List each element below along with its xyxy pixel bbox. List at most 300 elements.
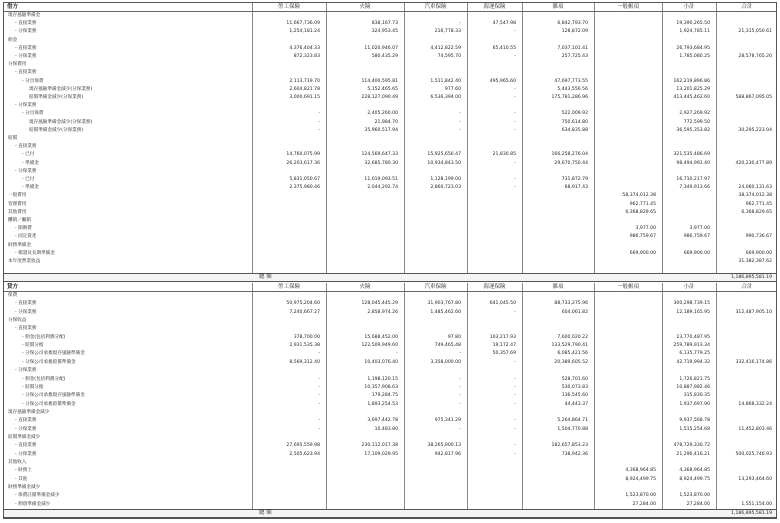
side-header: 借方 bbox=[7, 4, 19, 10]
cell-value: 2,505,623.94 bbox=[289, 451, 320, 457]
table-row bbox=[4, 210, 776, 215]
cell-value: 10,357,908.63 bbox=[364, 384, 398, 390]
cell-value: 179,284.75 bbox=[371, 393, 398, 399]
cell-value: 28,578,765.20 bbox=[738, 54, 772, 59]
cell-value: 74,595.70 bbox=[437, 54, 461, 59]
cell-value: 27,284.00 bbox=[686, 501, 710, 507]
row-label: - 佣金(包括利潤分配) bbox=[22, 376, 66, 382]
row-label: - 財務上 bbox=[15, 468, 32, 474]
total-value: 1,186,895,581.19 bbox=[731, 511, 772, 516]
row-label: - 分保公司承擔現存風險準備金 bbox=[22, 351, 85, 357]
table-row bbox=[4, 120, 776, 125]
cell-value: 11,019,093.51 bbox=[364, 177, 398, 182]
cell-value: 315,830.35 bbox=[683, 393, 710, 399]
cell-value: 29,670,750.44 bbox=[554, 160, 588, 166]
table-row bbox=[4, 368, 776, 373]
cell-value: 6,536,394.00 bbox=[430, 95, 461, 100]
cell-value: 4,368,964.85 bbox=[625, 468, 656, 474]
row-label: - 分保業務 bbox=[15, 103, 37, 109]
cell-value: 38,374,012.38 bbox=[738, 193, 772, 199]
cell-value: 1,515,254.68 bbox=[679, 426, 710, 432]
row-label: 管理費用 bbox=[8, 201, 27, 207]
cell-value: - bbox=[514, 119, 516, 125]
cell-value: 10,483.80 bbox=[374, 426, 398, 432]
row-label: - 固定資產 bbox=[15, 234, 37, 240]
cell-value: 312,487,905.10 bbox=[735, 309, 772, 315]
cell-value: - bbox=[459, 401, 461, 407]
table-row bbox=[4, 193, 776, 198]
table-row bbox=[4, 70, 776, 75]
row-label: - 直接業務 bbox=[15, 70, 37, 76]
row-label: 分保收益 bbox=[8, 318, 27, 324]
column-header: 火險 bbox=[359, 4, 371, 10]
row-label: - 直接業務 bbox=[15, 443, 37, 449]
total-row bbox=[4, 509, 776, 518]
row-label: - 其他 bbox=[15, 476, 28, 482]
cell-value: 6,135,779.25 bbox=[679, 351, 710, 357]
cell-value: 478,729,330.72 bbox=[673, 443, 710, 449]
cell-value: 738,942.36 bbox=[561, 451, 588, 457]
cell-value: - bbox=[514, 376, 516, 382]
cell-value: 36,595,353.82 bbox=[676, 127, 710, 133]
cell-value: 604,061.82 bbox=[561, 309, 588, 315]
cell-value: 3,358,000.00 bbox=[430, 359, 461, 365]
table-row bbox=[4, 435, 776, 440]
cell-value: 588,867,095.05 bbox=[735, 95, 772, 100]
cell-value: 3,697,442.78 bbox=[367, 418, 398, 424]
total-value: 1,186,895,581.19 bbox=[731, 275, 772, 280]
table-row bbox=[4, 152, 776, 157]
table-row bbox=[4, 62, 776, 67]
cell-value: 1,511,842.40 bbox=[430, 78, 461, 84]
cell-value: 12,189,165.95 bbox=[676, 309, 710, 315]
table-row bbox=[4, 385, 776, 390]
cell-value: - bbox=[514, 426, 516, 432]
cell-value: 58,374,012.38 bbox=[622, 193, 656, 199]
cell-value: 27,284.00 bbox=[632, 501, 656, 507]
row-label: 賠償準備金減少 bbox=[8, 434, 41, 440]
cell-value: - bbox=[318, 401, 320, 407]
row-label: - 分保業務 bbox=[15, 426, 37, 432]
cell-value: 30,295,223.04 bbox=[738, 127, 772, 133]
column-header: 一般帳項 bbox=[616, 284, 639, 290]
cell-value: 2,405,260.00 bbox=[367, 111, 398, 117]
cell-value: 14,868,332.24 bbox=[738, 401, 772, 407]
cell-value: - bbox=[514, 177, 516, 182]
cell-value: 38,265,900.13 bbox=[427, 443, 461, 449]
cell-value: - bbox=[318, 384, 320, 390]
row-label: 賠償 bbox=[8, 136, 18, 141]
row-label: 其他費用 bbox=[8, 209, 27, 215]
table-row bbox=[4, 351, 776, 356]
cell-value: - bbox=[459, 376, 461, 382]
row-label: - 分保業務 bbox=[15, 368, 37, 374]
table-row bbox=[4, 54, 776, 59]
table-row bbox=[4, 493, 776, 498]
cell-value: 942,817.96 bbox=[434, 451, 461, 457]
cell-value: 634,835.88 bbox=[561, 127, 588, 133]
cell-value: - bbox=[459, 111, 461, 117]
cell-value: 2,375,980.46 bbox=[289, 185, 320, 191]
cell-value: 259,789,913.34 bbox=[673, 343, 710, 349]
cell-value: 15,688,452.00 bbox=[364, 334, 398, 340]
cell-value: 17,109,029.95 bbox=[364, 451, 398, 457]
cell-value: 962,771.45 bbox=[745, 201, 772, 207]
credit-section bbox=[4, 283, 776, 519]
table-row bbox=[4, 326, 776, 331]
cell-value: - bbox=[318, 111, 320, 117]
table-row bbox=[4, 13, 776, 18]
row-label: - 直接業務 bbox=[15, 301, 37, 307]
row-label: - 保費註銷準備金減少 bbox=[15, 493, 60, 499]
column-header: 雜項 bbox=[552, 4, 564, 10]
cell-value: 31,903,767.80 bbox=[427, 301, 461, 307]
table-row bbox=[4, 335, 776, 340]
cell-value: 21,984.70 bbox=[374, 119, 398, 125]
row-label: 一般費用 bbox=[8, 193, 27, 199]
row-label: 佣金 bbox=[8, 37, 18, 43]
financial-sheet bbox=[3, 2, 777, 519]
column-header: 汽車保險 bbox=[424, 4, 447, 10]
row-label: - 已付 bbox=[22, 152, 35, 158]
table-row bbox=[4, 95, 776, 100]
cell-value: 1,785,080.25 bbox=[679, 54, 710, 59]
cell-value: 11,667,736.09 bbox=[286, 21, 320, 27]
cell-value: 669,900.00 bbox=[683, 250, 710, 256]
table-row bbox=[4, 377, 776, 382]
table-row bbox=[4, 468, 776, 473]
row-label: - 準備金 bbox=[22, 160, 39, 166]
cell-value: - bbox=[514, 54, 516, 59]
row-label: - 直接業務 bbox=[15, 418, 37, 424]
cell-value: - bbox=[459, 127, 461, 133]
cell-value: 228,127,090.49 bbox=[361, 95, 398, 100]
table-row bbox=[4, 259, 776, 264]
cell-value: 32,685,780.30 bbox=[364, 160, 398, 166]
row-label: - 直接業務 bbox=[15, 326, 37, 332]
cell-value: 14,760,075.99 bbox=[286, 152, 320, 158]
row-label: - 賠償分擔 bbox=[22, 343, 44, 349]
cell-value: 1,504,770.88 bbox=[557, 426, 588, 432]
table-row bbox=[4, 393, 776, 398]
cell-value: 731,872.79 bbox=[561, 177, 588, 182]
row-label: 現存風險準備金減少(分保業務) bbox=[29, 119, 93, 125]
cell-value: - bbox=[514, 451, 516, 457]
cell-value: 413,445,462.60 bbox=[673, 95, 710, 100]
row-label: 賠償準備金減少(分保業務) bbox=[29, 127, 84, 133]
cell-value: 13,293,464.60 bbox=[738, 476, 772, 482]
row-label: - 分出保費 bbox=[22, 111, 44, 117]
cell-value: 230,112,017.38 bbox=[361, 443, 398, 449]
row-label: 現存風險準備金減少(分保業務) bbox=[29, 86, 93, 92]
cell-value: - bbox=[318, 119, 320, 125]
cell-value: - bbox=[459, 426, 461, 432]
cell-value: 98,494,991.40 bbox=[676, 160, 710, 166]
row-label: 賠償準備金減少(分保業務) bbox=[29, 95, 84, 100]
cell-value: 182,657,853.23 bbox=[551, 443, 588, 449]
table-row bbox=[4, 418, 776, 423]
column-header: 勞工保險 bbox=[277, 4, 300, 10]
cell-value: 378,700.00 bbox=[293, 334, 320, 340]
cell-value: 838,167.73 bbox=[371, 21, 398, 27]
cell-value: - bbox=[514, 86, 516, 92]
cell-value: 24,060,131.63 bbox=[738, 185, 772, 191]
cell-value: - bbox=[514, 309, 516, 315]
row-label: - 佣金(包括利潤分配) bbox=[22, 334, 66, 340]
cell-value: - bbox=[514, 418, 516, 424]
cell-value: 975,341.29 bbox=[434, 418, 461, 424]
cell-value: 13,201,825.29 bbox=[676, 86, 710, 92]
cell-value: 128,045,445.29 bbox=[361, 301, 398, 307]
cell-value: - bbox=[318, 393, 320, 399]
table-row bbox=[4, 502, 776, 507]
cell-value: 47,697,773.55 bbox=[554, 78, 588, 84]
cell-value: 2,044,292.74 bbox=[367, 185, 398, 191]
cell-value: 162,219,896.86 bbox=[673, 78, 710, 84]
cell-value: 7,349,913.66 bbox=[679, 185, 710, 191]
cell-value: 500,025,746.93 bbox=[735, 451, 772, 457]
cell-value: 528,701.60 bbox=[561, 376, 588, 382]
row-label: - 分保公司承擔賠償準備金 bbox=[22, 401, 76, 407]
table-row bbox=[4, 402, 776, 407]
cell-value: - bbox=[396, 351, 398, 357]
cell-value: 1,523,870.00 bbox=[679, 493, 710, 499]
row-label: 財務準備金減少 bbox=[8, 485, 41, 491]
table-row bbox=[4, 136, 776, 141]
total-label: 總 額 bbox=[259, 510, 272, 516]
row-label: 現存風險準備金減少 bbox=[8, 409, 50, 415]
cell-value: 990,736.67 bbox=[745, 234, 772, 240]
cell-value: - bbox=[514, 29, 516, 35]
cell-value: 300,298,739.15 bbox=[673, 301, 710, 307]
column-header: 小計 bbox=[683, 284, 695, 290]
cell-value: 1,893,254.53 bbox=[367, 401, 398, 407]
cell-value: - bbox=[514, 443, 516, 449]
cell-value: 15,925,656.47 bbox=[427, 152, 461, 158]
row-label: - 分保業務 bbox=[15, 451, 37, 457]
cell-value: 19,172.47 bbox=[492, 343, 516, 349]
cell-value: - bbox=[514, 185, 516, 191]
cell-value: 2,931,535.38 bbox=[289, 343, 320, 349]
header-row bbox=[4, 3, 776, 12]
cell-value: 6,368,829.65 bbox=[625, 209, 656, 215]
row-label: - 開辦費 bbox=[15, 226, 32, 232]
total-label: 總 額 bbox=[259, 274, 272, 280]
table-row bbox=[4, 293, 776, 298]
cell-value: 3,977.00 bbox=[635, 226, 656, 232]
cell-value: 44,443.37 bbox=[564, 401, 588, 407]
row-label: - 價證及長期準備金 bbox=[15, 250, 55, 256]
cell-value: 42,719,994.32 bbox=[676, 359, 710, 365]
table-row bbox=[4, 38, 776, 43]
cell-value: 4,368,964.85 bbox=[679, 468, 710, 474]
column-header: 小計 bbox=[683, 4, 695, 10]
row-label: - 分保業務 bbox=[15, 54, 37, 59]
cell-value: 166,258,276.04 bbox=[551, 152, 588, 158]
cell-value: 1,924,785.11 bbox=[679, 29, 710, 35]
cell-value: 962,771.45 bbox=[629, 201, 656, 207]
cell-value: 495,965.60 bbox=[489, 78, 516, 84]
cell-value: 4,412,822.59 bbox=[430, 45, 461, 51]
cell-value: 977.60 bbox=[444, 86, 461, 92]
cell-value: 7,240,667.27 bbox=[289, 309, 320, 315]
cell-value: 641,045.50 bbox=[489, 301, 516, 307]
cell-value: 1,198,120.15 bbox=[367, 376, 398, 382]
cell-value: 31,382,387.62 bbox=[738, 259, 772, 264]
column-header: 雜項 bbox=[552, 284, 564, 290]
cell-value: - bbox=[514, 160, 516, 166]
cell-value: 133,529,790.41 bbox=[551, 343, 588, 349]
table-row bbox=[4, 185, 776, 190]
cell-value: 21,296,416.21 bbox=[676, 451, 710, 457]
cell-value: 1,128,199.00 bbox=[430, 177, 461, 182]
table-row bbox=[4, 177, 776, 182]
table-row bbox=[4, 443, 776, 448]
column-header: 火險 bbox=[359, 284, 371, 290]
cell-value: 9,937,568.78 bbox=[679, 418, 710, 424]
row-label: - 直接業務 bbox=[15, 144, 37, 150]
table-row bbox=[4, 226, 776, 231]
cell-value: 122,509,949.60 bbox=[361, 343, 398, 349]
cell-value: 136,545.60 bbox=[561, 393, 588, 399]
cell-value: 257,725.43 bbox=[561, 54, 588, 59]
table-row bbox=[4, 128, 776, 133]
cell-value: 522,009.92 bbox=[561, 111, 588, 117]
header-row bbox=[4, 283, 776, 292]
table-row bbox=[4, 21, 776, 26]
row-label: 其他收入 bbox=[8, 460, 27, 465]
cell-value: 1,254,181.24 bbox=[289, 29, 320, 35]
cell-value: 19,390,265.50 bbox=[676, 21, 710, 27]
table-row bbox=[4, 218, 776, 223]
row-label: 財務準備金 bbox=[8, 242, 31, 248]
cell-value: 5,831,050.67 bbox=[289, 177, 320, 182]
cell-value: - bbox=[318, 127, 320, 133]
column-header: 勞工保險 bbox=[277, 284, 300, 290]
cell-value: 26,793,684.95 bbox=[676, 45, 710, 51]
table-row bbox=[4, 360, 776, 365]
cell-value: - bbox=[459, 119, 461, 125]
table-row bbox=[4, 485, 776, 490]
table-row bbox=[4, 452, 776, 457]
cell-value: 10,887,982.46 bbox=[676, 384, 710, 390]
cell-value: 114,400,595.81 bbox=[361, 78, 398, 84]
cell-value: 65,410.55 bbox=[492, 45, 516, 51]
cell-value: 1,551,154.00 bbox=[741, 501, 772, 507]
table-row bbox=[4, 460, 776, 465]
cell-value: 10,934,843.50 bbox=[427, 160, 461, 166]
cell-value: 27,695,559.98 bbox=[286, 443, 320, 449]
row-label: - 已付 bbox=[22, 177, 35, 182]
table-row bbox=[4, 477, 776, 482]
cell-value: - bbox=[459, 351, 461, 357]
table-row bbox=[4, 318, 776, 323]
cell-value: 669,900.00 bbox=[745, 250, 772, 256]
cell-value: - bbox=[514, 95, 516, 100]
cell-value: 21,315,050.61 bbox=[738, 29, 772, 35]
cell-value: 16,710,217.97 bbox=[676, 177, 710, 182]
cell-value: - bbox=[318, 426, 320, 432]
table-row bbox=[4, 410, 776, 415]
row-label: 保費 bbox=[8, 293, 18, 298]
cell-value: 2,860,723.03 bbox=[430, 185, 461, 191]
table-row bbox=[4, 169, 776, 174]
cell-value: 128,872.09 bbox=[561, 29, 588, 35]
cell-value: 420,230,477.89 bbox=[735, 160, 772, 166]
cell-value: 2,604,821.78 bbox=[289, 86, 320, 92]
cell-value: 872,323.83 bbox=[293, 54, 320, 59]
cell-value: 750,614.80 bbox=[561, 119, 588, 125]
cell-value: 986,759.67 bbox=[629, 234, 656, 240]
cell-value: - bbox=[318, 376, 320, 382]
cell-value: 7,600,020.22 bbox=[557, 334, 588, 340]
row-label: - 分保業務 bbox=[15, 29, 37, 35]
cell-value: 6,368,829.65 bbox=[741, 209, 772, 215]
cell-value: 11,020,946.07 bbox=[364, 45, 398, 51]
row-label: - 直接業務 bbox=[15, 45, 37, 51]
cell-value: - bbox=[514, 393, 516, 399]
cell-value: 2,113,719.70 bbox=[289, 78, 320, 84]
column-header: 汽車保險 bbox=[424, 284, 447, 290]
cell-value: 749,465.48 bbox=[434, 343, 461, 349]
cell-value: 11,452,803.46 bbox=[738, 426, 772, 432]
table-row bbox=[4, 161, 776, 166]
row-label: - 賠償分擔 bbox=[22, 384, 44, 390]
column-header: 合計 bbox=[741, 284, 753, 290]
cell-value: 88,733,275.96 bbox=[554, 301, 588, 307]
cell-value: 175,781,286.96 bbox=[551, 95, 588, 100]
cell-value: 6,842,793.70 bbox=[557, 21, 588, 27]
cell-value: 35,960,517.94 bbox=[364, 127, 398, 133]
cell-value: 6,085,421.56 bbox=[557, 351, 588, 357]
cell-value: - bbox=[459, 21, 461, 27]
column-header: 海運保險 bbox=[483, 4, 506, 10]
row-label: - 分保公司承擔現存風險準備金 bbox=[22, 393, 85, 399]
cell-value: 68,917.43 bbox=[564, 185, 588, 191]
cell-value: 1,523,870.00 bbox=[625, 493, 656, 499]
cell-value: 103,217.93 bbox=[489, 334, 516, 340]
cell-value: - bbox=[318, 418, 320, 424]
cell-value: 3,977.00 bbox=[689, 226, 710, 232]
cell-value: - bbox=[514, 384, 516, 390]
table-row bbox=[4, 103, 776, 108]
cell-value: 20,389,605.52 bbox=[554, 359, 588, 365]
row-label: 攤銷／撇銷 bbox=[8, 218, 31, 223]
cell-value: 8,569,312.40 bbox=[289, 359, 320, 365]
cell-value: 10,403,076.40 bbox=[364, 359, 398, 365]
table-row bbox=[4, 202, 776, 207]
cell-value: 47,547.98 bbox=[492, 21, 516, 27]
cell-value: - bbox=[514, 401, 516, 407]
side-header: 貸方 bbox=[7, 284, 19, 290]
cell-value: 530,073.83 bbox=[561, 384, 588, 390]
row-label: 本年度營業收益 bbox=[8, 259, 41, 264]
cell-value: 216,778.33 bbox=[434, 29, 461, 35]
table-row bbox=[4, 343, 776, 348]
cell-value: 324,953.45 bbox=[371, 29, 398, 35]
cell-value: 1,726,821.75 bbox=[679, 376, 710, 382]
cell-value: 1,485,462.60 bbox=[430, 309, 461, 315]
cell-value: 5,264,864.71 bbox=[557, 418, 588, 424]
cell-value: 50,357.69 bbox=[492, 351, 516, 357]
cell-value: - bbox=[514, 359, 516, 365]
table-row bbox=[4, 46, 776, 51]
row-label: 分保費用 bbox=[8, 62, 27, 68]
table-row bbox=[4, 234, 776, 239]
row-label: 現存風險準備金 bbox=[8, 13, 41, 18]
table-row bbox=[4, 79, 776, 84]
row-label: - 直接業務 bbox=[15, 21, 37, 27]
